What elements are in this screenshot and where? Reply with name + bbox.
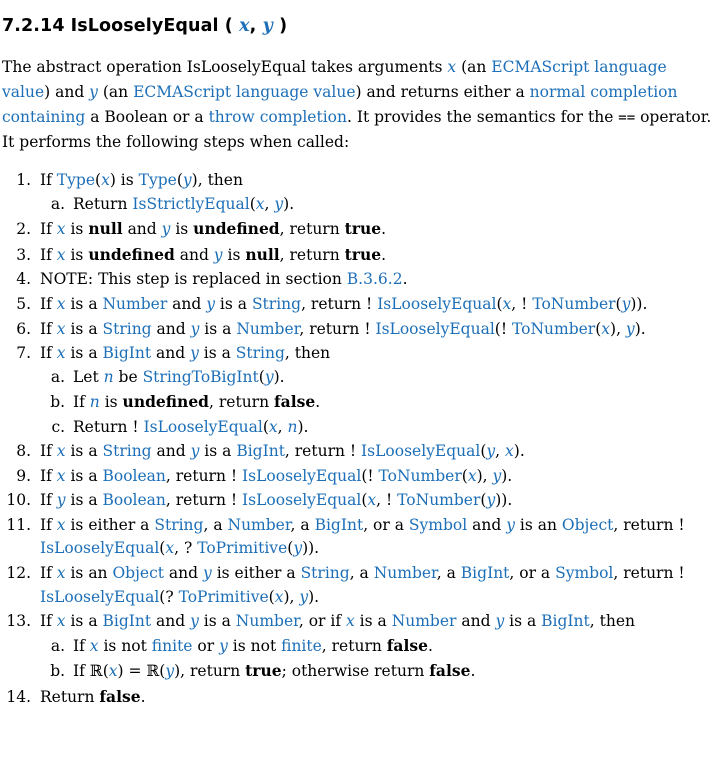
variable-x: x bbox=[56, 220, 66, 239]
link-islooselyequal[interactable]: IsLooselyEqual bbox=[143, 417, 263, 436]
variable-x: x bbox=[108, 662, 118, 681]
link-finite[interactable]: finite bbox=[281, 636, 322, 655]
step-text: , return ! bbox=[613, 564, 685, 583]
step-text: is a bbox=[198, 612, 236, 631]
step-text: is a bbox=[65, 344, 103, 363]
step-text: ), then bbox=[191, 171, 243, 190]
link-tonumber[interactable]: ToNumber bbox=[532, 295, 616, 314]
variable-x: x bbox=[56, 245, 66, 264]
algorithm-step bbox=[36, 268, 718, 292]
step-text: , ! bbox=[376, 491, 398, 510]
link-bigint[interactable]: BigInt bbox=[102, 612, 152, 631]
step-text: If bbox=[40, 295, 57, 314]
variable-y: y bbox=[495, 612, 505, 631]
algorithm-step bbox=[36, 685, 718, 710]
link-string[interactable]: String bbox=[102, 319, 152, 338]
step-text: )). bbox=[495, 491, 513, 510]
step-text: is a bbox=[354, 612, 392, 631]
variable-y: y bbox=[486, 442, 496, 461]
link-number[interactable]: Number bbox=[236, 319, 300, 338]
algorithm-step bbox=[36, 293, 718, 317]
algorithm-step bbox=[36, 562, 718, 609]
step-text: is a bbox=[65, 612, 103, 631]
link-islooselyequal[interactable]: IsLooselyEqual bbox=[375, 319, 495, 338]
step-text: or bbox=[192, 636, 220, 655]
step-text: )). bbox=[630, 295, 648, 314]
step-text: If bbox=[40, 442, 57, 461]
link-islooselyequal[interactable]: IsLooselyEqual bbox=[361, 442, 481, 461]
step-text: , bbox=[264, 194, 275, 213]
step-text: , a bbox=[436, 564, 461, 583]
link-normal-completion-containing[interactable]: normal completion containing bbox=[2, 82, 678, 127]
intro-text-1: The abstract operation IsLooselyEqual takes arguments bbox=[2, 57, 448, 76]
intro-text-8: operator. It performs the following steps when called: bbox=[2, 108, 712, 152]
variable-x: x bbox=[56, 612, 66, 631]
variable-x: x bbox=[89, 636, 99, 655]
keyword-undefined: undefined bbox=[193, 219, 280, 239]
step-text: , or if bbox=[298, 612, 346, 631]
step-text: , return ! bbox=[299, 319, 376, 338]
link-islooselyequal[interactable]: IsLooselyEqual bbox=[377, 295, 497, 314]
step-text: Return bbox=[73, 194, 133, 213]
link-tonumber[interactable]: ToNumber bbox=[378, 466, 462, 485]
step-text: If bbox=[73, 393, 90, 412]
step-text: If bbox=[40, 220, 57, 239]
link-ecmascript-language-value-1[interactable]: ECMAScript language value bbox=[2, 57, 667, 101]
step-text: Return bbox=[40, 687, 100, 706]
step-text: and bbox=[151, 442, 191, 461]
variable-x: x bbox=[268, 417, 278, 436]
algorithm-substep bbox=[70, 193, 718, 217]
step-text: ). bbox=[308, 587, 320, 606]
algorithm-substeps bbox=[40, 193, 718, 217]
step-text: and bbox=[174, 245, 214, 264]
variable-y: y bbox=[625, 319, 635, 338]
step-text: and bbox=[122, 220, 162, 239]
page-title bbox=[2, 14, 718, 39]
step-text: , a bbox=[290, 515, 315, 534]
link-string[interactable]: String bbox=[102, 442, 152, 461]
intro-text-5: ) and returns either a bbox=[355, 82, 530, 101]
variable-y: y bbox=[56, 491, 66, 510]
link-islooselyequal[interactable]: IsLooselyEqual bbox=[40, 539, 160, 558]
step-text: , a bbox=[349, 564, 374, 583]
step-text: , return bbox=[209, 393, 274, 412]
intro-var-x: x bbox=[447, 57, 457, 76]
variable-y: y bbox=[161, 220, 171, 239]
link-toprimitive[interactable]: ToPrimitive bbox=[178, 587, 269, 606]
step-text: ( bbox=[496, 295, 503, 314]
step-text: (! bbox=[361, 466, 379, 485]
step-text: , return bbox=[279, 220, 345, 239]
step-text: ). bbox=[273, 367, 285, 386]
step-text: If bbox=[40, 171, 57, 190]
step-text: is not bbox=[98, 636, 152, 655]
step-text: is bbox=[170, 220, 194, 239]
variable-x: x bbox=[255, 194, 265, 213]
step-text: ) = bbox=[117, 662, 147, 681]
step-text: ( bbox=[615, 295, 622, 314]
link-b-3-6-2[interactable]: B.3.6.2 bbox=[346, 270, 403, 289]
step-text: (! bbox=[494, 319, 512, 338]
step-text: ), bbox=[610, 319, 626, 338]
step-text: ), return bbox=[174, 662, 246, 681]
variable-x: x bbox=[165, 539, 175, 558]
keyword-false: false bbox=[99, 686, 141, 706]
variable-y: y bbox=[206, 295, 215, 314]
link-islooselyequal[interactable]: IsLooselyEqual bbox=[242, 491, 362, 510]
step-text: If bbox=[73, 636, 90, 655]
step-text: If bbox=[40, 245, 57, 264]
algorithm-step bbox=[36, 169, 718, 216]
step-text: Return ! bbox=[73, 417, 144, 436]
variable-x: x bbox=[467, 466, 477, 485]
link-object[interactable]: Object bbox=[561, 515, 614, 534]
algorithm-step bbox=[36, 610, 718, 684]
algorithm-substep bbox=[70, 634, 718, 659]
step-text: is a bbox=[198, 344, 236, 363]
keyword-false: false bbox=[386, 635, 428, 655]
step-text: is an bbox=[65, 564, 113, 583]
keyword-true: true bbox=[245, 661, 282, 681]
algorithm-step bbox=[36, 465, 718, 489]
step-text: is bbox=[65, 245, 89, 264]
keyword-null: null bbox=[245, 244, 280, 264]
step-text: ( bbox=[159, 662, 166, 681]
step-text: ( bbox=[361, 491, 368, 510]
step-text: , return ! bbox=[613, 515, 685, 534]
variable-y: y bbox=[190, 319, 200, 338]
variable-y: y bbox=[203, 564, 212, 583]
algorithm-substeps bbox=[40, 634, 718, 684]
step-text: ( bbox=[95, 171, 102, 190]
link-stringtobigint[interactable]: StringToBigInt bbox=[142, 367, 259, 386]
step-text: If bbox=[40, 515, 57, 534]
step-text: is either a bbox=[65, 515, 155, 534]
algorithm-step bbox=[36, 514, 718, 561]
variable-y: y bbox=[190, 612, 199, 631]
variable-x: x bbox=[346, 612, 355, 631]
step-text: is a bbox=[504, 612, 542, 631]
step-text: is bbox=[222, 245, 246, 264]
variable-y: y bbox=[299, 587, 309, 606]
link-boolean[interactable]: Boolean bbox=[102, 491, 166, 510]
algorithm-steps bbox=[2, 169, 718, 709]
link-number[interactable]: Number bbox=[235, 612, 299, 631]
step-text: . bbox=[470, 662, 476, 681]
step-text: . bbox=[402, 270, 408, 289]
variable-y: y bbox=[264, 367, 274, 386]
link-islooselyequal[interactable]: IsLooselyEqual bbox=[40, 587, 160, 606]
link-throw-completion[interactable]: throw completion bbox=[208, 108, 347, 127]
step-text: Let bbox=[73, 367, 104, 386]
variable-y: y bbox=[219, 636, 228, 655]
step-text: and bbox=[151, 319, 191, 338]
step-text: and bbox=[164, 564, 203, 583]
intro-text-2: (an bbox=[456, 57, 492, 76]
step-text: is a bbox=[215, 295, 252, 314]
algorithm-substep bbox=[70, 390, 718, 415]
step-text: , return ! bbox=[301, 295, 378, 314]
step-text: ( bbox=[287, 539, 294, 558]
step-text: ), bbox=[476, 466, 493, 485]
step-text: ). bbox=[283, 194, 295, 213]
step-text: ). bbox=[513, 442, 525, 461]
step-text: ( bbox=[249, 194, 256, 213]
link-symbol[interactable]: Symbol bbox=[408, 515, 468, 534]
step-text: , return ! bbox=[165, 466, 243, 485]
step-text: is either a bbox=[211, 564, 301, 583]
link-string[interactable]: String bbox=[235, 344, 285, 363]
step-text: ( bbox=[262, 417, 269, 436]
step-text: is an bbox=[514, 515, 562, 534]
variable-n: n bbox=[103, 367, 114, 386]
variable-y: y bbox=[486, 491, 496, 510]
clause-number: 7.2.14 bbox=[2, 16, 65, 36]
step-text: and bbox=[167, 295, 207, 314]
step-text: . bbox=[427, 636, 433, 655]
link-islooselyequal[interactable]: IsLooselyEqual bbox=[242, 466, 362, 485]
step-text: (? bbox=[159, 587, 179, 606]
variable-y: y bbox=[190, 442, 200, 461]
step-text: ). bbox=[634, 319, 646, 338]
link-tonumber[interactable]: ToNumber bbox=[397, 491, 481, 510]
variable-y: y bbox=[182, 171, 192, 190]
variable-y: y bbox=[492, 466, 502, 485]
step-text: ), bbox=[283, 587, 300, 606]
keyword-false: false bbox=[274, 392, 316, 412]
variable-x: x bbox=[56, 319, 66, 338]
code-equality-operator: == bbox=[618, 110, 636, 127]
variable-n: n bbox=[89, 393, 100, 412]
step-text: . bbox=[315, 393, 321, 412]
algorithm-substep bbox=[70, 659, 718, 684]
algorithm-substeps bbox=[40, 366, 718, 440]
step-text: is a bbox=[65, 295, 103, 314]
signature-comma: , bbox=[249, 16, 257, 36]
step-text: If bbox=[73, 662, 90, 681]
variable-y: y bbox=[190, 344, 199, 363]
keyword-false: false bbox=[429, 661, 471, 681]
link-bigint[interactable]: BigInt bbox=[314, 515, 364, 534]
algorithm-step bbox=[36, 243, 718, 268]
intro-var-y: y bbox=[89, 82, 98, 101]
step-text: , return bbox=[279, 245, 345, 264]
step-text: , then bbox=[284, 344, 331, 363]
link-boolean[interactable]: Boolean bbox=[102, 466, 166, 485]
link-bigint[interactable]: BigInt bbox=[236, 442, 285, 461]
variable-x: x bbox=[56, 466, 66, 485]
variable-x: x bbox=[601, 319, 611, 338]
step-text: ) is bbox=[109, 171, 139, 190]
intro-text-4: (an bbox=[97, 82, 134, 101]
variable-y: y bbox=[213, 245, 223, 264]
link-type[interactable]: Type bbox=[138, 171, 177, 190]
signature-close-paren: ) bbox=[279, 16, 288, 36]
step-text: , then bbox=[589, 612, 635, 631]
keyword-undefined: undefined bbox=[88, 244, 175, 264]
variable-y: y bbox=[165, 662, 175, 681]
link-finite[interactable]: finite bbox=[151, 636, 193, 655]
step-text: ( bbox=[595, 319, 602, 338]
link-number[interactable]: Number bbox=[391, 612, 457, 631]
algorithm-step bbox=[36, 489, 718, 513]
step-text: If bbox=[40, 491, 57, 510]
link-symbol[interactable]: Symbol bbox=[555, 564, 614, 583]
step-text: is not bbox=[227, 636, 282, 655]
math-real-number-symbol: ℝ bbox=[146, 662, 160, 681]
step-text: , ? bbox=[174, 539, 198, 558]
step-text: , return ! bbox=[284, 442, 362, 461]
step-text: , a bbox=[203, 515, 228, 534]
step-text: is bbox=[99, 393, 123, 412]
step-text: . bbox=[140, 687, 146, 706]
link-number[interactable]: Number bbox=[102, 295, 168, 314]
variable-x: x bbox=[274, 587, 284, 606]
step-text: and bbox=[151, 612, 191, 631]
step-text: , return bbox=[321, 636, 387, 655]
step-text: , bbox=[495, 442, 506, 461]
keyword-true: true bbox=[344, 219, 382, 239]
step-text: ; otherwise return bbox=[281, 662, 430, 681]
step-text: is a bbox=[65, 466, 103, 485]
step-text: . bbox=[381, 220, 387, 239]
step-text: ( bbox=[461, 466, 468, 485]
keyword-null: null bbox=[88, 219, 123, 239]
link-string[interactable]: String bbox=[300, 564, 350, 583]
step-text: NOTE: This step is replaced in section bbox=[40, 270, 347, 289]
link-object[interactable]: Object bbox=[112, 564, 164, 583]
step-text: If bbox=[40, 612, 57, 631]
step-text: , or a bbox=[509, 564, 556, 583]
link-ecmascript-language-value-2[interactable]: ECMAScript language value bbox=[133, 82, 356, 101]
link-string[interactable]: String bbox=[154, 515, 204, 534]
intro-text-6: a Boolean or a bbox=[85, 108, 209, 127]
keyword-true: true bbox=[344, 244, 382, 264]
step-text: and bbox=[151, 344, 191, 363]
step-text: is bbox=[65, 220, 89, 239]
step-text: , return ! bbox=[165, 491, 243, 510]
intro-text-7: . It provides the semantics for the bbox=[346, 108, 619, 127]
step-text: ( bbox=[258, 367, 265, 386]
step-text: If bbox=[40, 466, 57, 485]
link-toprimitive[interactable]: ToPrimitive bbox=[197, 539, 288, 558]
step-text: ( bbox=[159, 539, 166, 558]
variable-x: x bbox=[367, 491, 377, 510]
step-text: is a bbox=[65, 319, 103, 338]
step-text: is a bbox=[65, 491, 103, 510]
step-text: ( bbox=[480, 491, 487, 510]
step-text: ( bbox=[268, 587, 275, 606]
link-bigint[interactable]: BigInt bbox=[541, 612, 590, 631]
step-text: , ! bbox=[511, 295, 533, 314]
step-text: is a bbox=[65, 442, 103, 461]
algorithm-step bbox=[36, 217, 718, 242]
intro-paragraph bbox=[2, 55, 718, 155]
intro-text-3: ) and bbox=[44, 82, 90, 101]
step-text: ). bbox=[297, 417, 309, 436]
algorithm-step bbox=[36, 342, 718, 439]
algorithm-step bbox=[36, 440, 718, 464]
step-text: ). bbox=[501, 466, 513, 485]
variable-x: x bbox=[56, 515, 66, 534]
link-type[interactable]: Type bbox=[56, 171, 95, 190]
step-text: is a bbox=[199, 442, 237, 461]
step-text: and bbox=[456, 612, 496, 631]
variable-y: y bbox=[274, 194, 284, 213]
variable-y: y bbox=[293, 539, 303, 558]
step-text: If bbox=[40, 564, 57, 583]
variable-x: x bbox=[502, 295, 512, 314]
step-text: be bbox=[113, 367, 143, 386]
step-text: , bbox=[277, 417, 288, 436]
link-tonumber[interactable]: ToNumber bbox=[511, 319, 596, 338]
link-isstrictlyequal[interactable]: IsStrictlyEqual bbox=[132, 194, 250, 213]
variable-x: x bbox=[101, 171, 110, 190]
link-bigint[interactable]: BigInt bbox=[102, 344, 152, 363]
step-text: )). bbox=[302, 539, 320, 558]
step-text: ( bbox=[176, 171, 183, 190]
keyword-undefined: undefined bbox=[122, 392, 210, 412]
variable-y: y bbox=[506, 515, 515, 534]
step-text: If bbox=[40, 344, 57, 363]
signature-open-paren: ( bbox=[224, 16, 233, 36]
signature-arg-y: y bbox=[262, 16, 273, 36]
step-text: ( bbox=[480, 442, 487, 461]
variable-x: x bbox=[505, 442, 514, 461]
variable-x: x bbox=[56, 295, 66, 314]
step-text: is a bbox=[199, 319, 237, 338]
math-real-number-symbol: ℝ bbox=[89, 662, 103, 681]
step-text: If bbox=[40, 319, 57, 338]
signature-arg-x: x bbox=[239, 16, 250, 36]
step-text: , or a bbox=[363, 515, 409, 534]
variable-x: x bbox=[56, 344, 66, 363]
link-string[interactable]: String bbox=[251, 295, 302, 314]
algorithm-substep bbox=[70, 416, 718, 440]
algorithm-substep bbox=[70, 366, 718, 390]
variable-x: x bbox=[56, 564, 66, 583]
variable-n: n bbox=[287, 417, 298, 436]
algorithm-step bbox=[36, 318, 718, 342]
variable-y: y bbox=[621, 295, 631, 314]
link-number[interactable]: Number bbox=[373, 564, 437, 583]
link-bigint[interactable]: BigInt bbox=[460, 564, 510, 583]
step-text: ( bbox=[102, 662, 109, 681]
variable-x: x bbox=[56, 442, 66, 461]
step-text: and bbox=[467, 515, 507, 534]
clause-name: IsLooselyEqual bbox=[70, 16, 219, 36]
step-text: . bbox=[381, 245, 387, 264]
link-number[interactable]: Number bbox=[227, 515, 291, 534]
